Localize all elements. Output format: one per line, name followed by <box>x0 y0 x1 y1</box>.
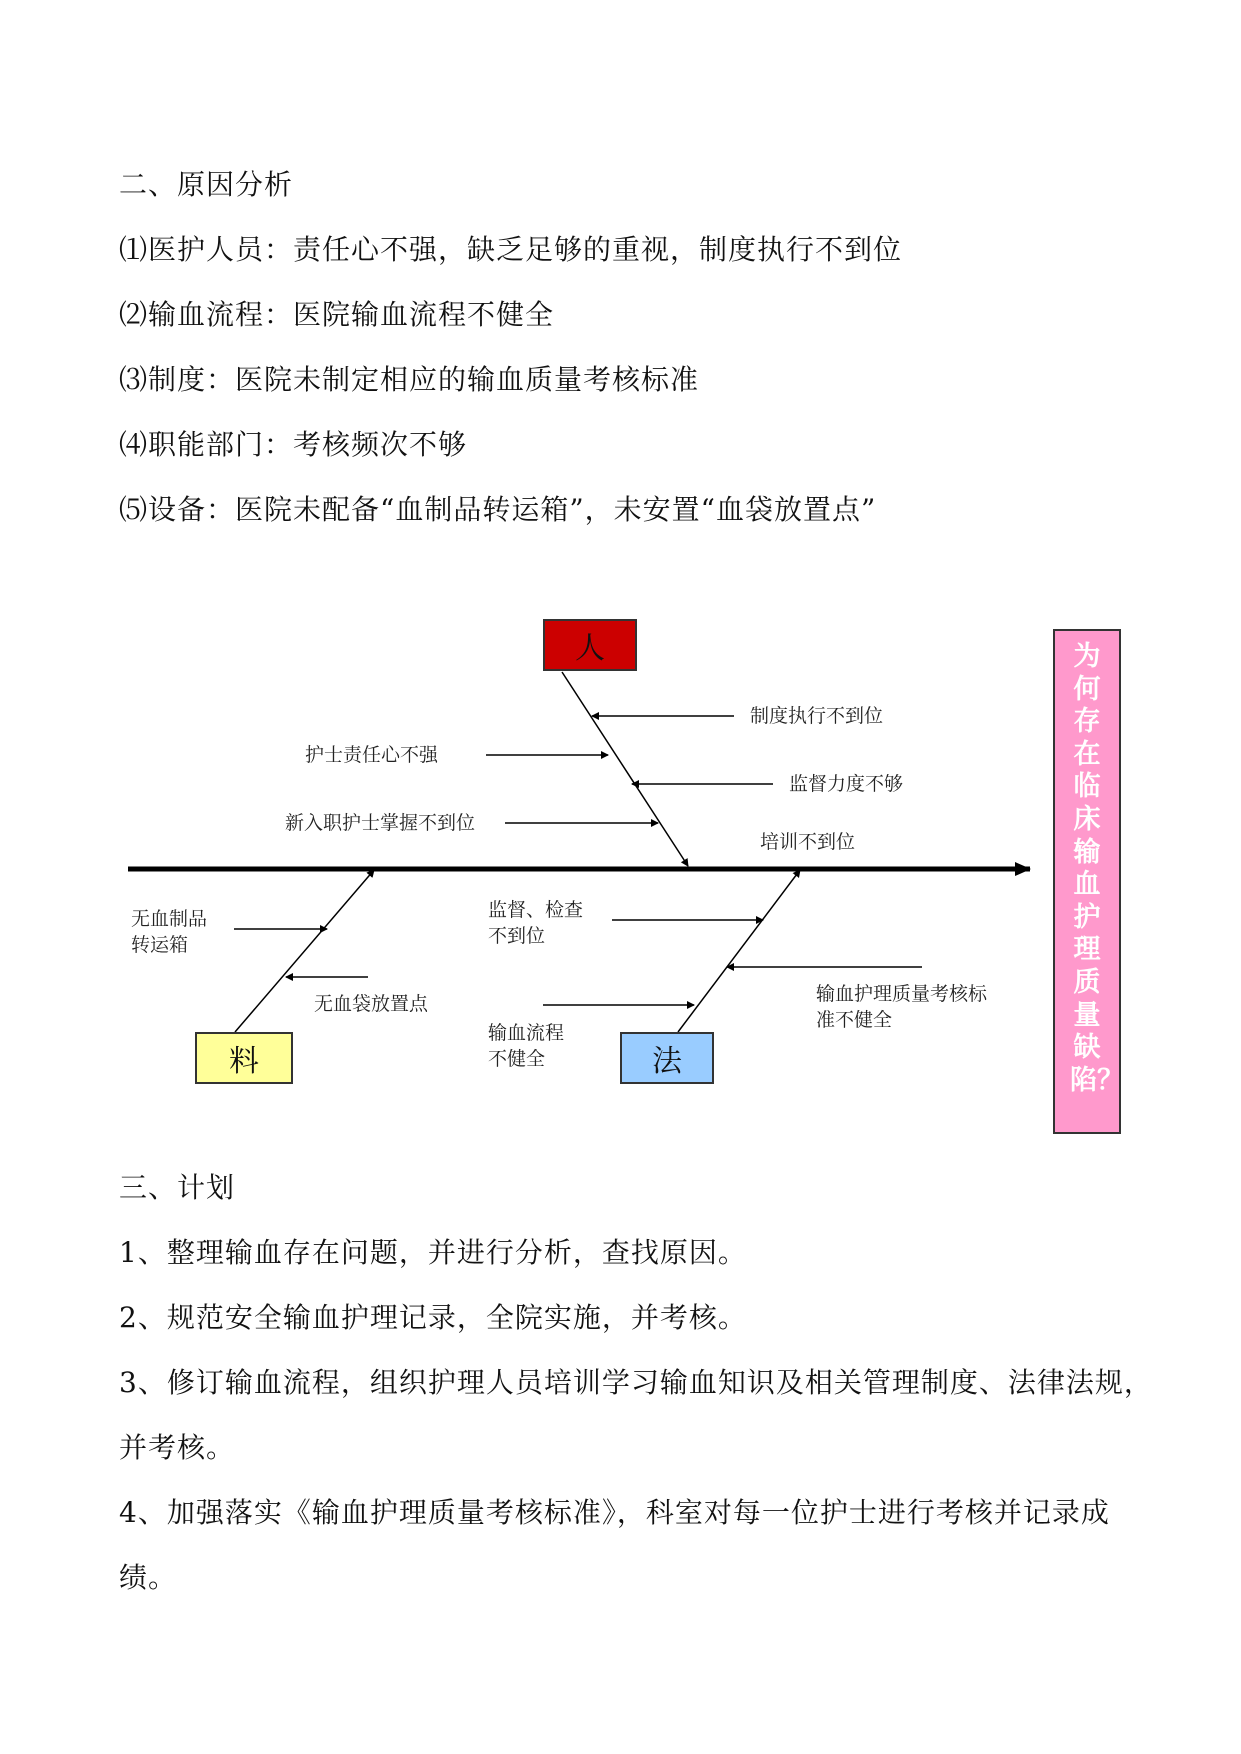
cause-item: ⑵输血流程：医院输血流程不健全 <box>119 298 555 331</box>
cause-label: 输血护理质量考核标 准不健全 <box>816 983 988 1031</box>
cause-label: 制度执行不到位 <box>750 705 884 727</box>
section-heading: 二、原因分析 <box>119 168 294 201</box>
effect-label: 为何存在临床输血护理质量缺陷？ <box>1070 641 1124 1096</box>
category-method-box <box>620 1032 714 1084</box>
bone-person <box>562 672 688 866</box>
bone-method <box>678 870 800 1032</box>
cause-label: 新入职护士掌握不到位 <box>285 812 476 834</box>
category-person-box <box>543 619 637 671</box>
section-heading: 三、计划 <box>119 1171 236 1204</box>
plan-item-continued: 并考核。 <box>119 1431 236 1464</box>
category-material-label: 料 <box>229 1044 259 1079</box>
effect-box <box>1053 629 1124 1134</box>
cause-label: 无血袋放置点 <box>314 993 429 1015</box>
cause-label: 监督力度不够 <box>789 773 904 795</box>
cause-label: 无血制品 转运箱 <box>131 908 208 956</box>
category-method-label: 法 <box>652 1044 682 1079</box>
plan-item-continued: 绩。 <box>119 1561 178 1594</box>
plan-item: 4、加强落实《输血护理质量考核标准》，科室对每一位护士进行考核并记录成 <box>119 1496 1110 1529</box>
cause-label: 护士责任心不强 <box>305 744 439 766</box>
cause-label: 监督、检查 不到位 <box>488 899 584 947</box>
cause-item: ⑷职能部门：考核频次不够 <box>119 428 468 461</box>
category-person-label: 人 <box>575 631 605 666</box>
cause-label: 输血流程 不健全 <box>488 1022 565 1070</box>
cause-item: ⑶制度：医院未制定相应的输血质量考核标准 <box>119 363 700 396</box>
plan-item: 1、整理输血存在问题，并进行分析，查找原因。 <box>119 1236 747 1269</box>
plan-item: 2、规范安全输血护理记录，全院实施，并考核。 <box>119 1301 747 1334</box>
cause-item: ⑸设备：医院未配备“血制品转运箱”，未安置“血袋放置点” <box>119 493 877 526</box>
plan-item: 3、修订输血流程，组织护理人员培训学习输血知识及相关管理制度、法律法规， <box>119 1366 1153 1399</box>
cause-item: ⑴医护人员：责任心不强，缺乏足够的重视，制度执行不到位 <box>119 233 903 266</box>
cause-label: 培训不到位 <box>760 831 856 853</box>
category-material-box <box>195 1032 293 1084</box>
